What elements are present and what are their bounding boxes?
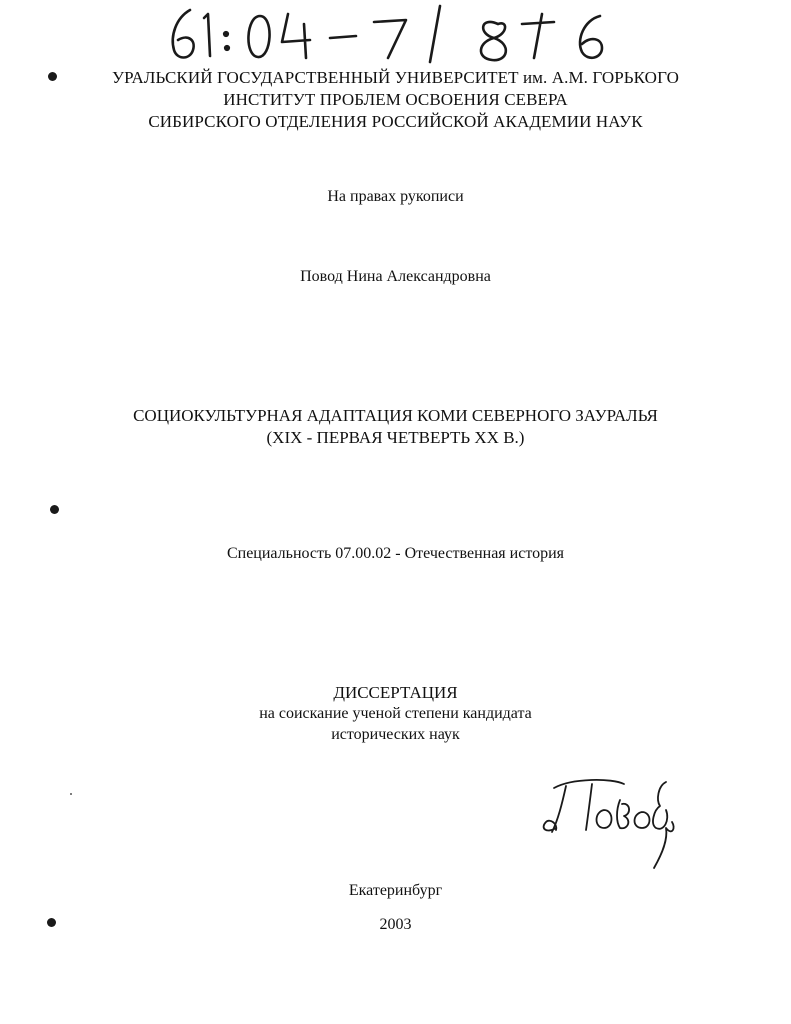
dissertation-line-1: на соискание ученой степени кандидата bbox=[259, 705, 532, 722]
specialty: Специальность 07.00.02 - Отечественная история bbox=[226, 545, 565, 562]
handwritten-archive-number bbox=[160, 0, 630, 70]
dissertation-heading: ДИССЕРТАЦИЯ bbox=[333, 683, 458, 702]
institution-line-2: ИНСТИТУТ ПРОБЛЕМ ОСВОЕНИЯ СЕВЕРА bbox=[223, 90, 568, 109]
dissertation-line-2: исторических наук bbox=[331, 726, 460, 743]
scan-speck bbox=[70, 793, 72, 795]
dissertation-block bbox=[0, 682, 791, 745]
title-line-2: (XIX - ПЕРВАЯ ЧЕТВЕРТЬ XX В.) bbox=[266, 428, 525, 447]
institution-header bbox=[0, 67, 791, 133]
institution-line-3: СИБИРСКОГО ОТДЕЛЕНИЯ РОССИЙСКОЙ АКАДЕМИИ НАУК bbox=[148, 112, 643, 131]
dissertation-title bbox=[0, 405, 791, 449]
author-signature bbox=[532, 770, 682, 875]
manuscript-rights: На правах рукописи bbox=[327, 188, 464, 205]
city: Екатеринбург bbox=[348, 882, 443, 899]
year: 2003 bbox=[379, 916, 412, 933]
author-name: Повод Нина Александровна bbox=[300, 268, 491, 285]
scan-dot-middle bbox=[50, 505, 59, 514]
title-line-1: СОЦИОКУЛЬТУРНАЯ АДАПТАЦИЯ КОМИ СЕВЕРНОГО ЗАУРАЛЬЯ bbox=[133, 406, 658, 425]
institution-line-1: УРАЛЬСКИЙ ГОСУДАРСТВЕННЫЙ УНИВЕРСИТЕТ им. А.М. ГОРЬКОГО bbox=[112, 68, 679, 87]
